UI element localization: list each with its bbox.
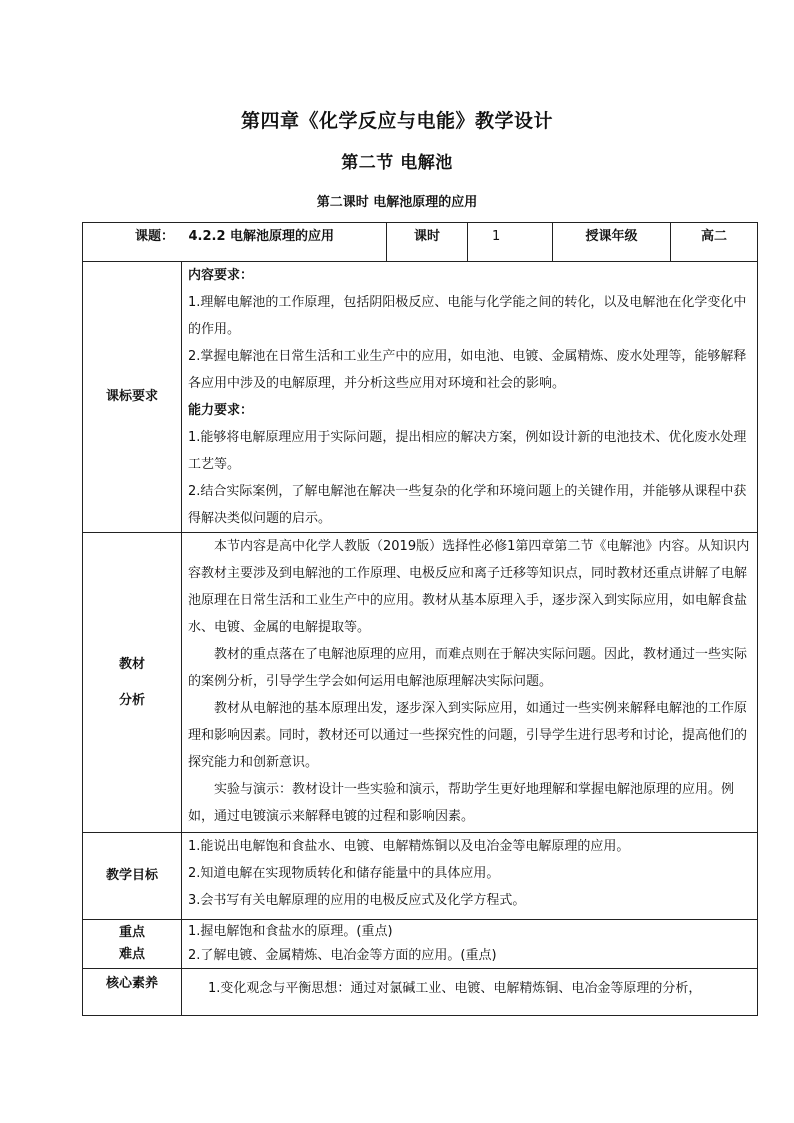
- info-row: [83, 223, 758, 262]
- curriculum-content: [182, 262, 758, 533]
- core-literacy-content: [182, 969, 758, 1016]
- section-title: 第二节 电解池: [341, 153, 453, 173]
- lesson-title: 第二课时 电解池原理的应用: [316, 195, 478, 210]
- hours-value: 1: [468, 223, 553, 262]
- topic-cell: [83, 223, 387, 262]
- textbook-paragraph: 本节内容是高中化学人教版（2019版）选择性必修1第四章第二节《电解池》内容。从知识内容教材主要涉及到电解池的工作原理、电极反应和离子迁移等知识点，同时教材还重点讲解了电解池原理在日常生活和工业生产中的应用。教材从基本原理入手，逐步深入到实际应用，如电解食盐水、电镀、金属的电解提取等。: [188, 539, 750, 635]
- textbook-paragraph: 教材的重点落在了电解池原理的应用，而难点则在于解决实际问题。因此，教材通过一些实际的案例分析，引导学生学会如何运用电解池原理解决实际问题。: [188, 647, 748, 689]
- grade-value: 高二: [671, 223, 758, 262]
- content-requirements-heading: 内容要求：: [188, 268, 254, 283]
- ability-requirements-heading: 能力要求：: [188, 403, 254, 418]
- core-literacy-label: 核心素养: [83, 969, 182, 1016]
- objectives-row: [83, 833, 758, 920]
- core-literacy-item: 1.变化观念与平衡思想：通过对氯碱工业、电镀、电解精炼铜、电冶金等原理的分析，: [208, 981, 702, 996]
- core-literacy-row: [83, 969, 758, 1016]
- curriculum-label: 课标要求: [83, 262, 182, 533]
- document-title: 第四章《化学反应与电能》教学设计: [240, 110, 553, 132]
- key-points-label-line2: 难点: [118, 947, 145, 962]
- key-point-item: 1.握电解饱和食盐水的原理。(重点): [188, 924, 393, 939]
- textbook-row: [83, 533, 758, 833]
- objective-item: 3.会书写有关电解原理的应用的电极反应式及化学方程式。: [188, 893, 526, 908]
- ability-requirement-item: 1.能够将电解原理应用于实际问题，提出相应的解决方案，例如设计新的电池技术、优化废水处理工艺等。: [188, 430, 747, 472]
- topic-label: 课题：: [134, 229, 174, 244]
- objectives-label: 教学目标: [83, 833, 182, 920]
- key-point-item: 2.了解电镀、金属精炼、电冶金等方面的应用。(重点): [188, 948, 497, 963]
- textbook-label-line1: 教材: [118, 656, 145, 672]
- objective-item: 1.能说出电解饱和食盐水、电镀、电解精炼铜以及电冶金等电解原理的应用。: [188, 839, 630, 854]
- topic-value: 4.2.2 电解池原理的应用: [188, 229, 335, 244]
- content-requirement-item: 2.掌握电解池在日常生活和工业生产中的应用，如电池、电镀、金属精炼、废水处理等，能够解释各应用中涉及的电解原理，并分析这些应用对环境和社会的影响。: [188, 349, 747, 391]
- objectives-content: [182, 833, 758, 920]
- textbook-paragraph: 实验与演示：教材设计一些实验和演示，帮助学生更好地理解和掌握电解池原理的应用。例如，通过电镀演示来解释电镀的过程和影响因素。: [188, 782, 735, 824]
- key-points-content: [182, 920, 758, 969]
- grade-label: 授课年级: [553, 223, 671, 262]
- textbook-label-line2: 分析: [118, 692, 145, 708]
- textbook-paragraph: 教材从电解池的基本原理出发，逐步深入到实际应用，如通过一些实例来解释电解池的工作原理和影响因素。同时，教材还可以通过一些探究性的问题，引导学生进行思考和讨论，提高他们的探究能力和创新意识。: [188, 701, 748, 770]
- textbook-label: [83, 533, 182, 833]
- curriculum-row: [83, 262, 758, 533]
- hours-label: 课时: [387, 223, 468, 262]
- textbook-content: [182, 533, 758, 833]
- lesson-plan-table: [82, 222, 758, 1016]
- key-points-row: [83, 920, 758, 969]
- ability-requirement-item: 2.结合实际案例，了解电解池在解决一些复杂的化学和环境问题上的关键作用，并能够从课程中获得解决类似问题的启示。: [188, 484, 747, 526]
- content-requirement-item: 1.理解电解池的工作原理，包括阴阳极反应、电能与化学能之间的转化，以及电解池在化学变化中的作用。: [188, 295, 747, 337]
- key-points-label: [83, 920, 182, 969]
- key-points-label-line1: 重点: [118, 925, 145, 940]
- objective-item: 2.知道电解在实现物质转化和储存能量中的具体应用。: [188, 866, 500, 881]
